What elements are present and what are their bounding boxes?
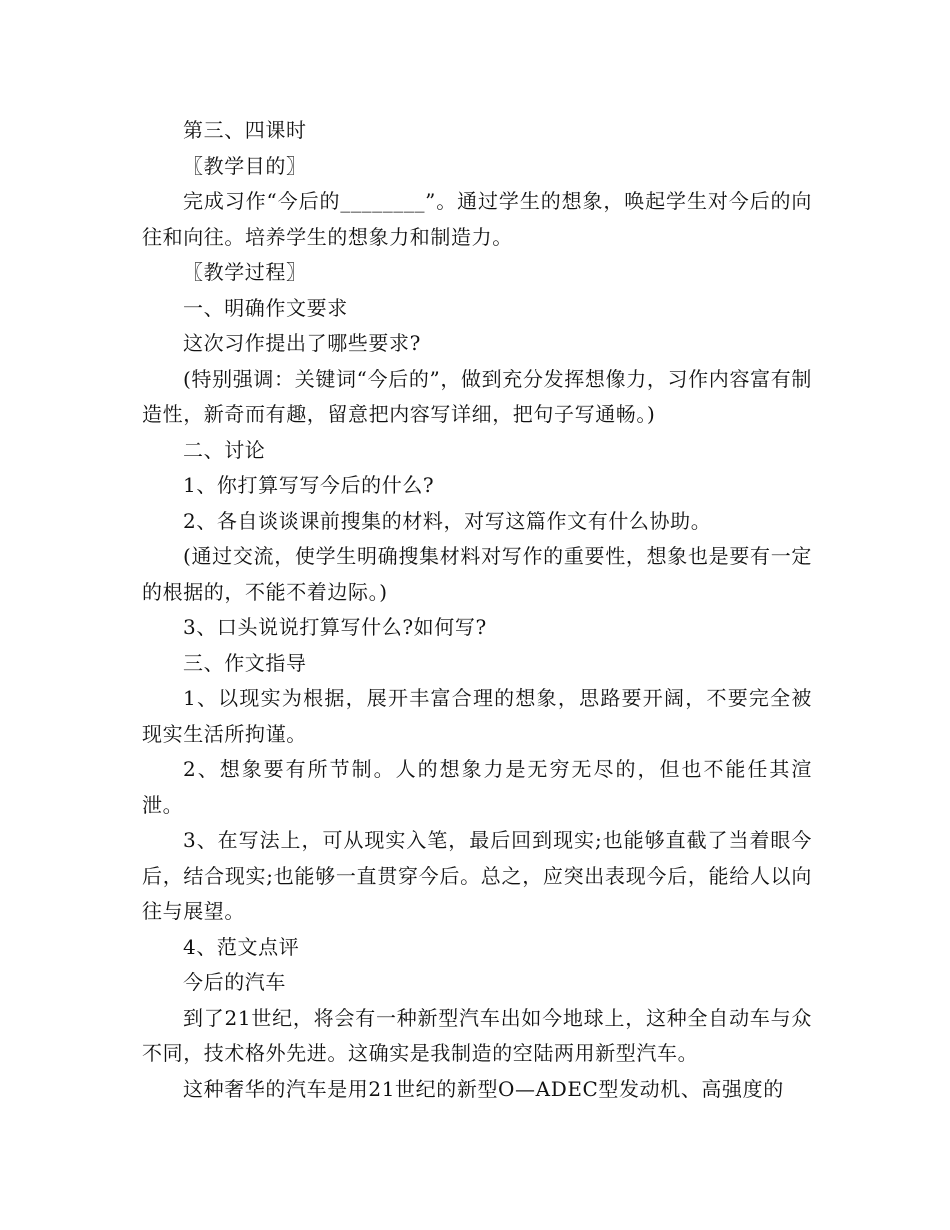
sample-essay-paragraph-2: 这种奢华的汽车是用21世纪的新型O—ADEC型发动机、高强度的 bbox=[183, 1076, 784, 1101]
discussion-item-2: 2、各自谈谈课前搜集的材料，对写这篇作文有什么协助。 bbox=[183, 508, 712, 533]
guidance-item-3: 3、在写法上，可从现实入笔，最后回到现实;也能够直截了当着眼今后，结合现实;也能够一直贯穿今后。总之，应突出表现今后，能给人以向往与展望。 bbox=[142, 828, 812, 923]
discussion-item-1: 1、你打算写写今后的什么? bbox=[183, 473, 435, 497]
step-heading-2: 二、讨论 bbox=[183, 437, 266, 462]
sample-essay-paragraph-1: 到了21世纪，将会有一种新型汽车出如今地球上，这种全自动车与众不同，技术格外先进。这确实是我制造的空陆两用新型汽车。 bbox=[142, 1005, 812, 1065]
document-page bbox=[142, 113, 812, 1107]
paragraph-exchange-note: (通过交流，使学生明确搜集材料对写作的重要性，想象也是要有一定的根据的，不能不着边际。) bbox=[142, 544, 812, 604]
step-heading-3: 三、作文指导 bbox=[183, 650, 307, 675]
lesson-heading: 第三、四课时 bbox=[183, 118, 307, 142]
guidance-item-1: 1、以现实为根据，展开丰富合理的想象，思路要开阔，不要完全被现实生活所拘谨。 bbox=[142, 686, 812, 746]
discussion-item-3: 3、口头说说打算写什么?如何写? bbox=[183, 615, 487, 639]
paragraph-question: 这次习作提出了哪些要求? bbox=[183, 331, 421, 355]
guidance-item-4: 4、范文点评 bbox=[183, 934, 300, 959]
step-heading-1: 一、明确作文要求 bbox=[183, 295, 348, 320]
paragraph-emphasis: (特别强调：关键词“今后的”，做到充分发挥想像力，习作内容富有制造性，新奇而有趣，留意把内容写详细，把句子写通畅。) bbox=[142, 366, 812, 426]
sample-essay-title: 今后的汽车 bbox=[183, 970, 286, 994]
section-heading-process: 〖教学过程〗 bbox=[183, 260, 307, 284]
guidance-item-2: 2、想象要有所节制。人的想象力是无穷无尽的，但也不能任其渲泄。 bbox=[142, 757, 812, 817]
section-heading-objectives: 〖教学目的〗 bbox=[183, 153, 307, 178]
paragraph-objectives: 完成习作“今后的________”。通过学生的想象，唤起学生对今后的向往和向往。培养学生的想象力和制造力。 bbox=[142, 189, 812, 249]
